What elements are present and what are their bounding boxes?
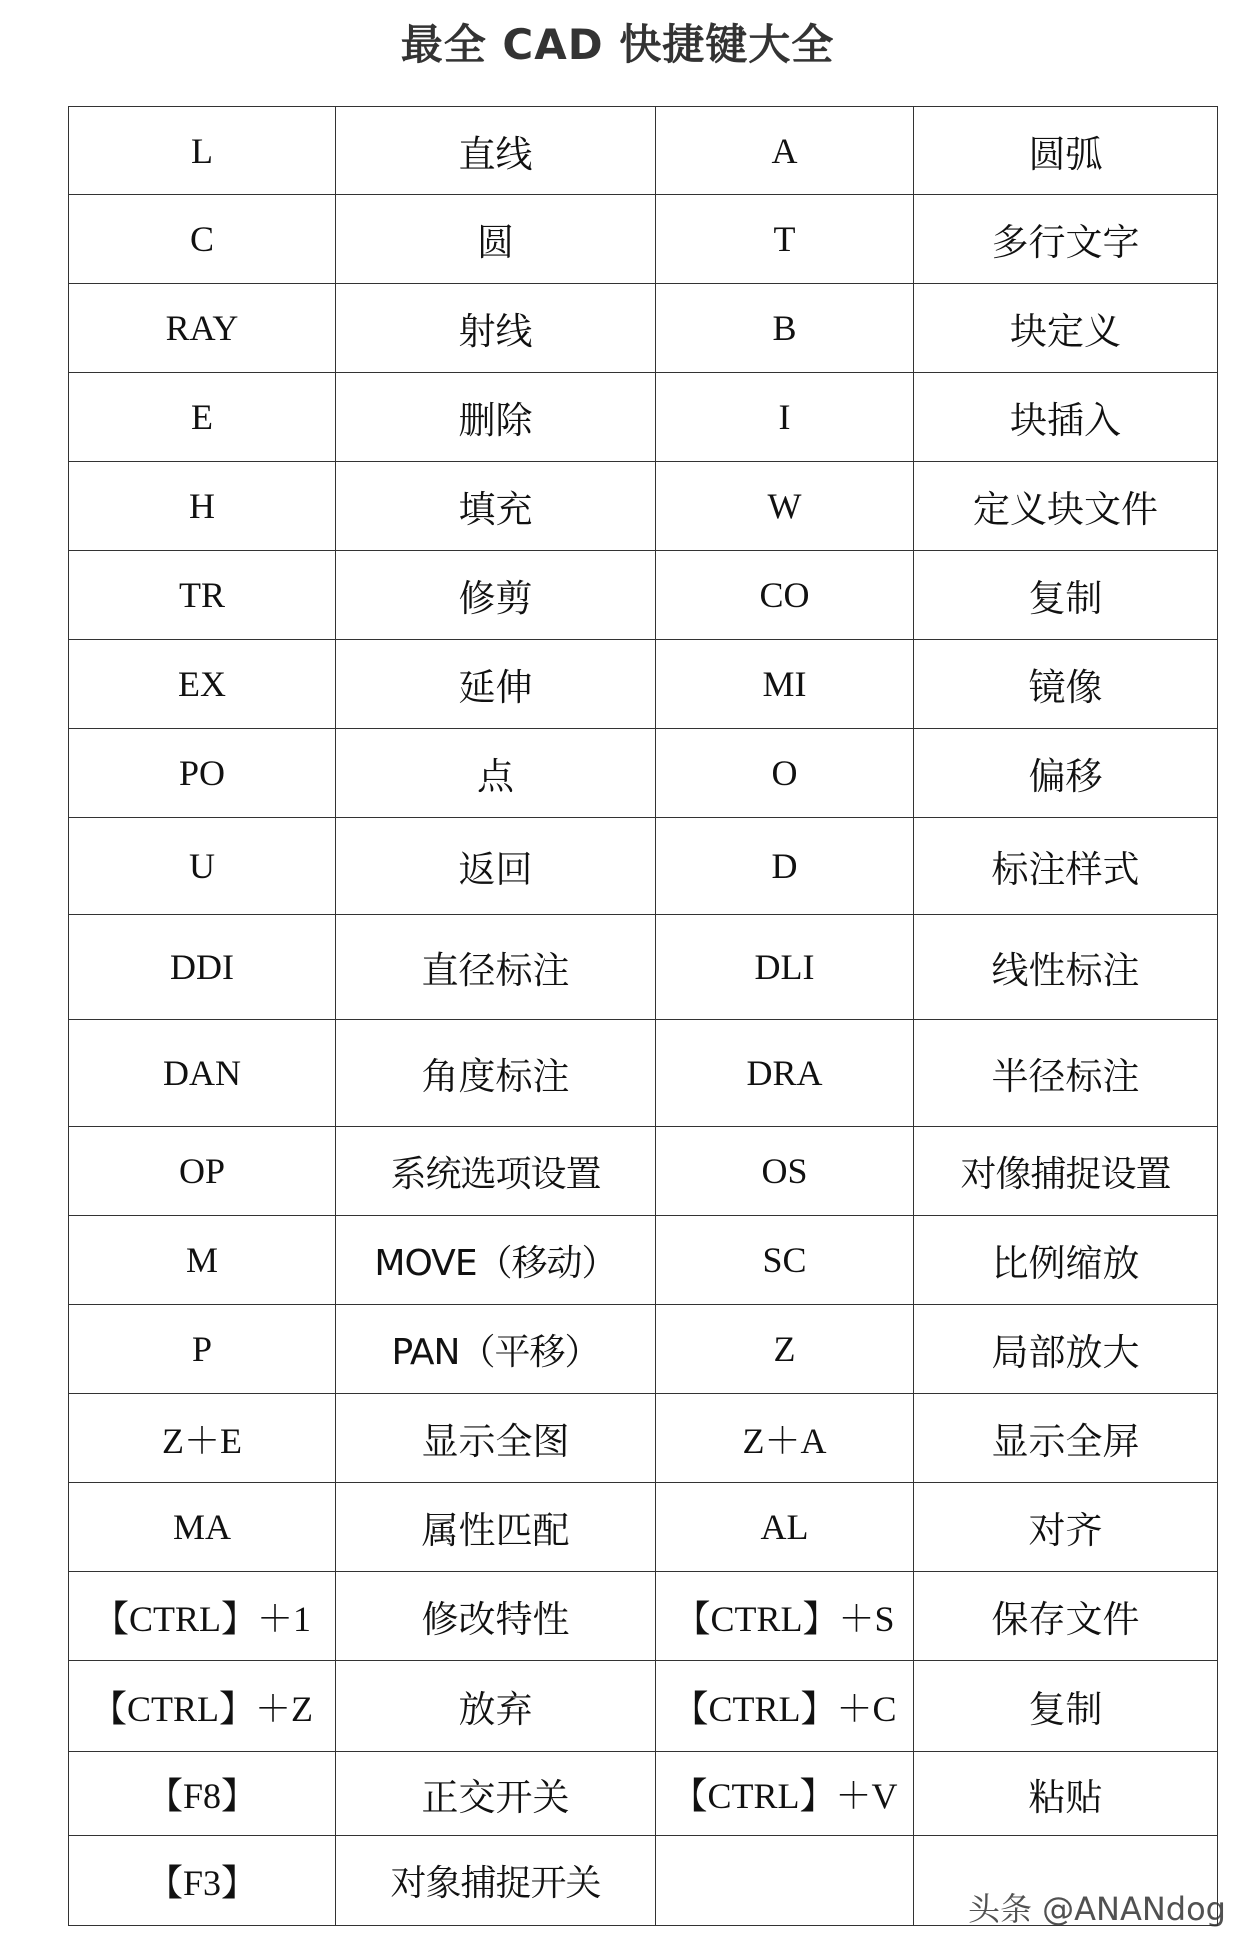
command-desc-cell: 返回 (336, 818, 656, 915)
command-desc-cell: 定义块文件 (914, 462, 1218, 551)
shortcut-key-cell: 【F3】 (69, 1836, 336, 1926)
table-row (69, 640, 1218, 729)
command-desc-cell: MOVE（移动） (336, 1216, 656, 1305)
command-desc-cell: 镜像 (914, 640, 1218, 729)
shortcut-key-cell: Z (656, 1305, 914, 1394)
command-desc-cell: 显示全屏 (914, 1394, 1218, 1483)
table-row (69, 1483, 1218, 1572)
command-desc-cell: 填充 (336, 462, 656, 551)
shortcut-key-cell: SC (656, 1216, 914, 1305)
shortcut-key-cell: L (69, 107, 336, 195)
shortcut-key-cell: AL (656, 1483, 914, 1572)
shortcut-key-cell: C (69, 195, 336, 284)
command-desc-cell: 延伸 (336, 640, 656, 729)
command-desc-cell: 对象捕捉开关 (336, 1836, 656, 1926)
shortcut-key-cell: H (69, 462, 336, 551)
command-desc-cell: 圆弧 (914, 107, 1218, 195)
command-desc-cell: 对像捕捉设置 (914, 1127, 1218, 1216)
shortcut-key-cell: DLI (656, 915, 914, 1020)
command-desc-cell: 修改特性 (336, 1572, 656, 1661)
shortcut-key-cell: RAY (69, 284, 336, 373)
shortcut-key-cell: I (656, 373, 914, 462)
shortcut-key-cell: 【CTRL】＋C (656, 1661, 914, 1752)
shortcut-key-cell: 【CTRL】＋1 (69, 1572, 336, 1661)
shortcut-key-cell: O (656, 729, 914, 818)
shortcut-key-cell: CO (656, 551, 914, 640)
shortcut-table (68, 106, 1218, 1926)
table-row (69, 107, 1218, 195)
shortcut-key-cell: 【CTRL】＋Z (69, 1661, 336, 1752)
command-desc-cell: 正交开关 (336, 1752, 656, 1836)
shortcut-key-cell: M (69, 1216, 336, 1305)
command-desc-cell: 线性标注 (914, 915, 1218, 1020)
table-row (69, 818, 1218, 915)
command-desc-cell: 直线 (336, 107, 656, 195)
command-desc-cell: 块插入 (914, 373, 1218, 462)
table-row (69, 1305, 1218, 1394)
table-row (69, 373, 1218, 462)
command-desc-cell: 偏移 (914, 729, 1218, 818)
table-row (69, 1216, 1218, 1305)
table-row (69, 1572, 1218, 1661)
command-desc-cell: 直径标注 (336, 915, 656, 1020)
shortcut-key-cell: DRA (656, 1020, 914, 1127)
table-row (69, 915, 1218, 1020)
shortcut-key-cell: EX (69, 640, 336, 729)
page-title: 最全 CAD 快捷键大全 (400, 20, 835, 69)
command-desc-cell: 角度标注 (336, 1020, 656, 1127)
shortcut-key-cell: OP (69, 1127, 336, 1216)
shortcut-key-cell: T (656, 195, 914, 284)
table-row (69, 729, 1218, 818)
command-desc-cell: 多行文字 (914, 195, 1218, 284)
command-desc-cell: 保存文件 (914, 1572, 1218, 1661)
command-desc-cell: 射线 (336, 284, 656, 373)
command-desc-cell: 标注样式 (914, 818, 1218, 915)
table-row (69, 551, 1218, 640)
command-desc-cell: PAN（平移） (336, 1305, 656, 1394)
shortcut-key-cell (656, 1836, 914, 1926)
table-row (69, 1394, 1218, 1483)
shortcut-key-cell: 【F8】 (69, 1752, 336, 1836)
table-row (69, 1020, 1218, 1127)
shortcut-key-cell: 【CTRL】＋S (656, 1572, 914, 1661)
command-desc-cell: 局部放大 (914, 1305, 1218, 1394)
shortcut-key-cell: 【CTRL】＋V (656, 1752, 914, 1836)
command-desc-cell: 复制 (914, 551, 1218, 640)
command-desc-cell: 复制 (914, 1661, 1218, 1752)
table-row (69, 1661, 1218, 1752)
command-desc-cell: 放弃 (336, 1661, 656, 1752)
command-desc-cell: 粘贴 (914, 1752, 1218, 1836)
shortcut-key-cell: P (69, 1305, 336, 1394)
table-row (69, 195, 1218, 284)
command-desc-cell: 比例缩放 (914, 1216, 1218, 1305)
shortcut-key-cell: W (656, 462, 914, 551)
command-desc-cell: 对齐 (914, 1483, 1218, 1572)
command-desc-cell: 删除 (336, 373, 656, 462)
shortcut-key-cell: D (656, 818, 914, 915)
watermark-text: 头条 @ANANdog (967, 1890, 1226, 1928)
shortcut-key-cell: PO (69, 729, 336, 818)
command-desc-cell: 圆 (336, 195, 656, 284)
shortcut-key-cell: MA (69, 1483, 336, 1572)
shortcut-key-cell: B (656, 284, 914, 373)
shortcut-key-cell: MI (656, 640, 914, 729)
shortcut-key-cell: OS (656, 1127, 914, 1216)
table-row (69, 1127, 1218, 1216)
command-desc-cell: 点 (336, 729, 656, 818)
table-row (69, 462, 1218, 551)
table-row (69, 284, 1218, 373)
table-row (69, 1752, 1218, 1836)
shortcut-key-cell: E (69, 373, 336, 462)
shortcut-key-cell: TR (69, 551, 336, 640)
command-desc-cell: 属性匹配 (336, 1483, 656, 1572)
shortcut-key-cell: Z＋E (69, 1394, 336, 1483)
command-desc-cell: 系统选项设置 (336, 1127, 656, 1216)
shortcut-key-cell: Z＋A (656, 1394, 914, 1483)
shortcut-key-cell: DDI (69, 915, 336, 1020)
command-desc-cell: 修剪 (336, 551, 656, 640)
shortcut-key-cell: U (69, 818, 336, 915)
command-desc-cell: 显示全图 (336, 1394, 656, 1483)
command-desc-cell: 半径标注 (914, 1020, 1218, 1127)
shortcut-key-cell: A (656, 107, 914, 195)
command-desc-cell: 块定义 (914, 284, 1218, 373)
shortcut-key-cell: DAN (69, 1020, 336, 1127)
